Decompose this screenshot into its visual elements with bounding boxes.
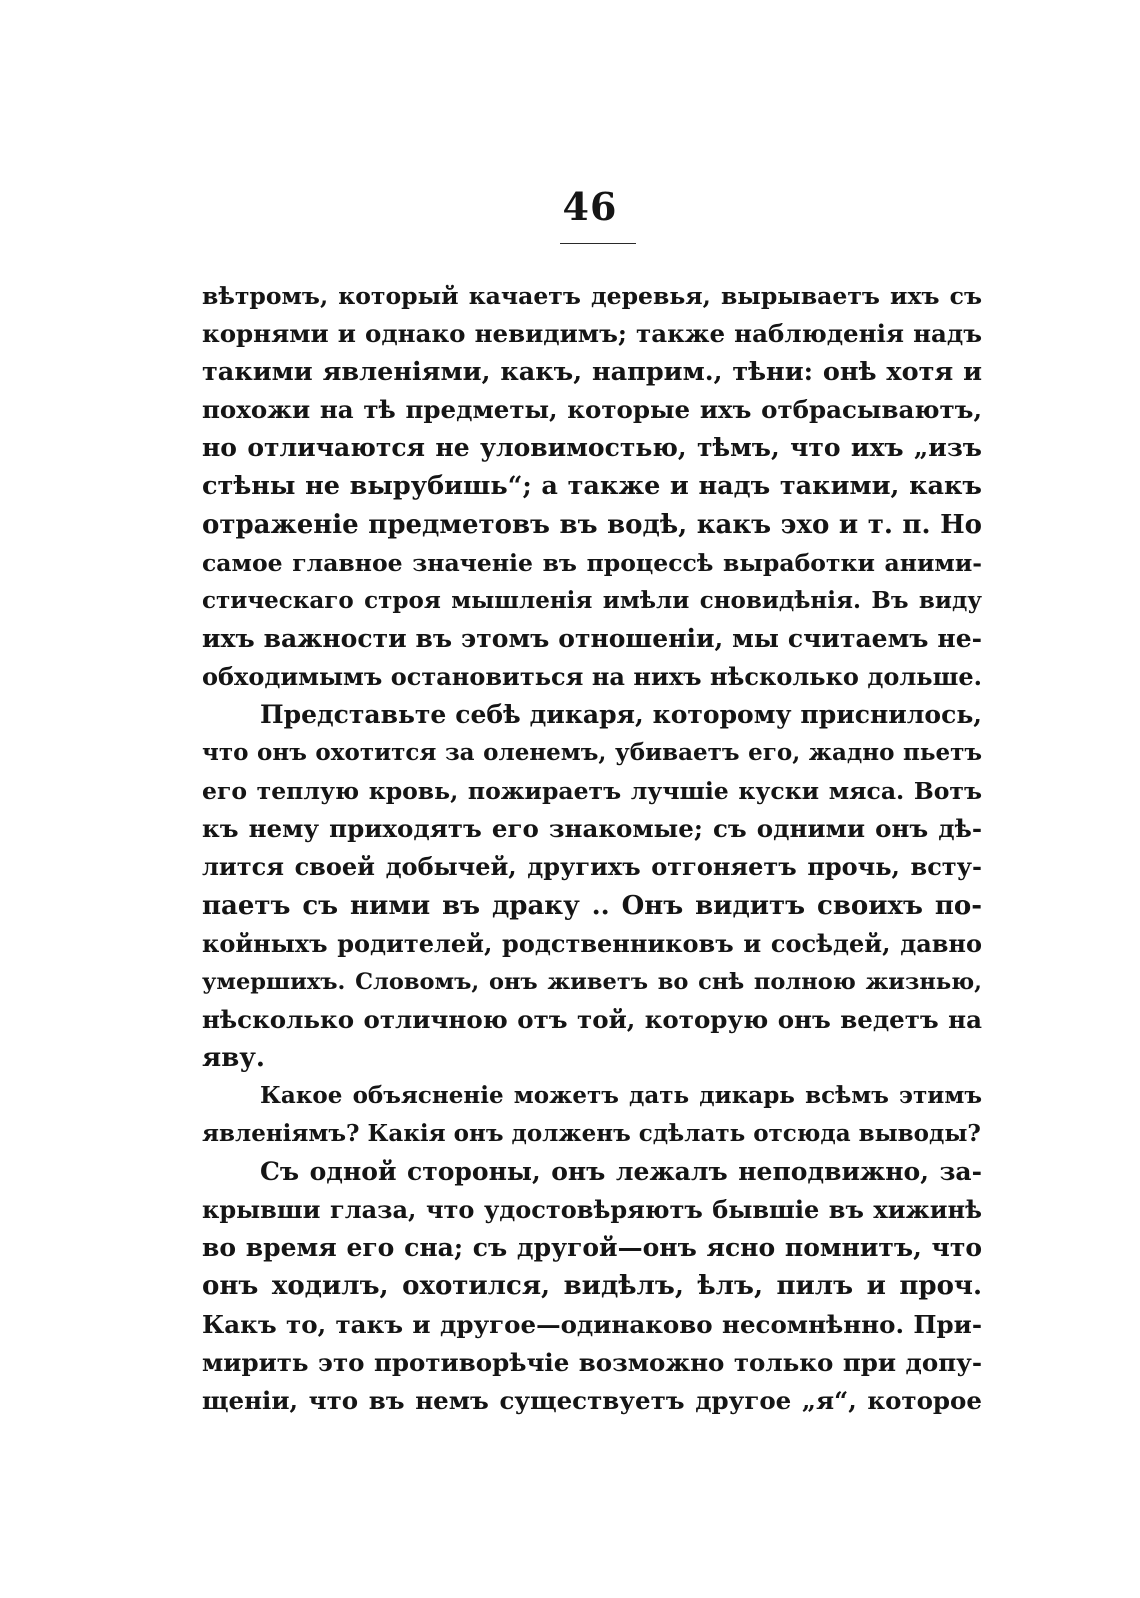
text-line: койныхъ родителей, родственниковъ и сосѣдей, давно: [202, 928, 982, 958]
text-line: Какое объясненіе можетъ дать дикарь всѣмъ этимъ: [260, 1081, 982, 1109]
text-line: но отличаются не уловимостью, тѣмъ, что ихъ „изъ: [202, 433, 982, 463]
page-number-rule: [560, 243, 636, 244]
text-line: вѣтромъ, который качаетъ деревья, вырываетъ ихъ съ: [202, 282, 982, 310]
text-line: умершихъ. Словомъ, онъ живетъ во снѣ полною жизнью,: [202, 968, 982, 995]
text-line: Представьте себѣ дикаря, которому приснилось,: [260, 700, 982, 730]
text-line: яву.: [202, 1042, 265, 1073]
text-line: похожи на тѣ предметы, которые ихъ отбрасываютъ,: [202, 395, 982, 425]
text-line: его теплую кровь, пожираетъ лучшіе куски мяса. Вотъ: [202, 777, 982, 806]
text-line: такими явленіями, какъ, наприм., тѣни: онѣ хотя и: [202, 357, 982, 388]
text-line: стѣны не вырубишь“; а также и надъ такими, какъ: [202, 471, 982, 502]
body-text: [202, 277, 982, 1420]
text-line: онъ ходилъ, охотился, видѣлъ, ѣлъ, пилъ и проч.: [202, 1271, 982, 1302]
text-line: обходимымъ остановиться на нихъ нѣсколько дольше.: [202, 661, 982, 691]
text-line: лится своей добычей, другихъ отгоняетъ прочь, всту-: [202, 852, 982, 882]
text-line: нѣсколько отличною отъ той, которую онъ ведетъ на: [202, 1004, 982, 1034]
text-line: Какъ то, такъ и другое—одинаково несомнѣнно. При-: [202, 1309, 982, 1339]
text-line: корнями и однако невидимъ; также наблюденія надъ: [202, 319, 982, 349]
text-line: во время его сна; съ другой—онъ ясно помнитъ, что: [202, 1233, 982, 1263]
text-line: мирить это противорѣчіе возможно только при допу-: [202, 1347, 982, 1377]
text-line: къ нему приходятъ его знакомые; съ одними онъ дѣ-: [202, 814, 982, 844]
text-line: Съ одной стороны, онъ лежалъ неподвижно, за-: [260, 1157, 982, 1187]
text-line: самое главное значеніе въ процессѣ выработки аними-: [202, 548, 982, 577]
text-line: паетъ съ ними въ драку .. Онъ видитъ своихъ по-: [202, 890, 982, 921]
text-line: стическаго строя мышленія имѣли сновидѣнія. Въ виду: [202, 586, 982, 614]
text-line: отраженіе предметовъ въ водѣ, какъ эхо и т. п. Но: [202, 509, 982, 540]
text-line: щеніи, что въ немъ существуетъ другое „я“, которое: [202, 1385, 982, 1415]
text-line: явленіямъ? Какія онъ долженъ сдѣлать отсюда выводы?: [202, 1120, 981, 1148]
page-number: 46: [562, 184, 618, 229]
text-line: крывши глаза, что удостовѣряютъ бывшіе въ хижинѣ: [202, 1195, 982, 1225]
text-line: что онъ охотится за оленемъ, убиваетъ его, жадно пьетъ: [202, 739, 982, 767]
text-line: ихъ важности въ этомъ отношеніи, мы считаемъ не-: [202, 623, 982, 653]
